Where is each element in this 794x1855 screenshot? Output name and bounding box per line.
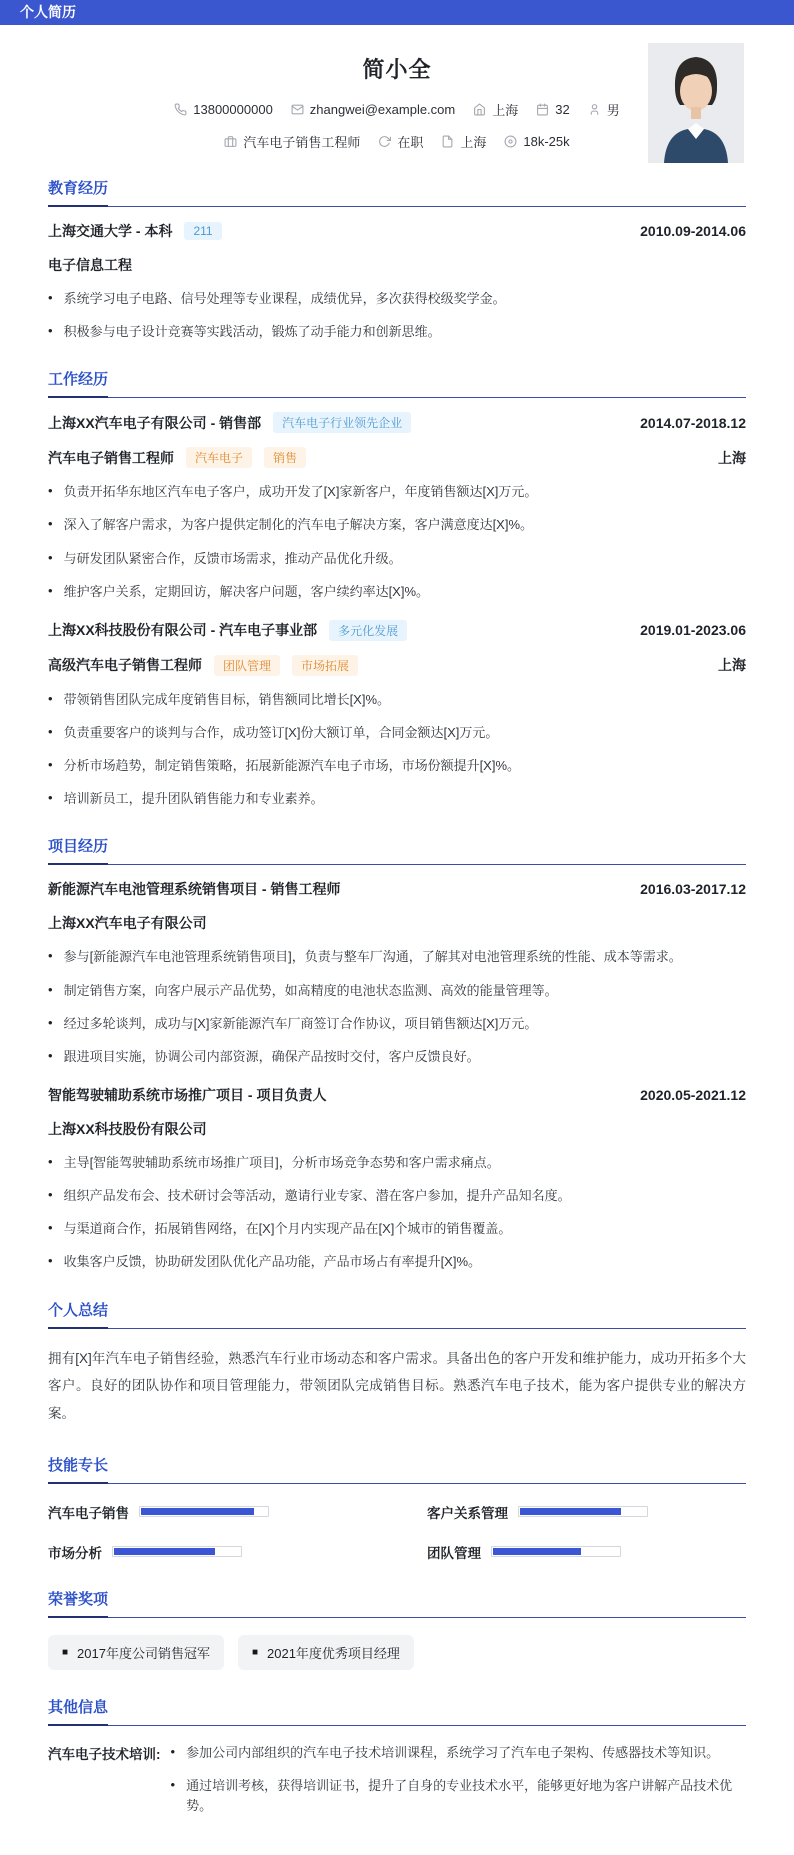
- position-name: 汽车电子销售工程师: [48, 449, 174, 466]
- skill-bar-fill: [493, 1548, 581, 1555]
- age-icon: [536, 103, 549, 116]
- section-skills: [48, 1454, 746, 1562]
- education-bullet: • 积极参与电子设计竞赛等实践活动，锻炼了动手能力和创新思维。: [48, 322, 746, 342]
- other-info-row: [48, 1742, 746, 1829]
- resume-page: [0, 25, 794, 1855]
- age-item: [536, 102, 569, 117]
- bullet-dot: •: [48, 1014, 53, 1030]
- project-bullet: • 制定销售方案，向客户展示产品优势，如高精度的电池状态监测、高效的能量管理等。: [48, 981, 746, 1001]
- job-status-value: 在职: [397, 135, 424, 150]
- section-honors-title: 荣誉奖项: [48, 1588, 108, 1618]
- bullet-dot: •: [48, 948, 53, 964]
- honor-text: 2017年度公司销售冠军: [77, 1645, 210, 1661]
- other-info-bullets: [171, 1742, 747, 1829]
- skill-name: 客户关系管理: [427, 1505, 508, 1521]
- salary-value: 18k-25k: [523, 134, 570, 149]
- summary-text: 拥有[X]年汽车电子销售经验，熟悉汽车行业市场动态和客户需求。具备出色的客户开发和维护能力，成功开拓多个大客户。良好的团队协作和项目管理能力，带领团队完成销售目标。熟悉汽车电子技术，能为客户提供专业的解决方案。: [48, 1350, 746, 1421]
- section-projects-header: [48, 835, 746, 865]
- education-date: 2010.09-2014.06: [640, 223, 746, 239]
- section-other: [48, 1696, 746, 1829]
- project-bullet: • 跟进项目实施，协调公司内部资源，确保产品按时交付，客户反馈良好。: [48, 1047, 746, 1067]
- project-company: 上海XX汽车电子有限公司: [48, 915, 207, 932]
- project-date: 2016.03-2017.12: [640, 881, 746, 898]
- candidate-name: 简小全: [362, 57, 432, 82]
- major-name: 电子信息工程: [48, 257, 132, 273]
- work-bullet: • 负责重要客户的谈判与合作，成功签订[X]份大额订单，合同金额达[X]万元。: [48, 723, 746, 743]
- job-title-item: [224, 132, 360, 151]
- skill-bar-fill: [520, 1508, 621, 1515]
- section-education-header: [48, 177, 746, 207]
- job-title-value: 汽车电子销售工程师: [243, 135, 361, 150]
- project-company: 上海XX科技股份有限公司: [48, 1120, 207, 1137]
- company-tag: 多元化发展: [329, 620, 407, 641]
- project-entry-row: [48, 1119, 746, 1139]
- gender-value: 男: [606, 103, 620, 118]
- email-icon: [291, 103, 304, 116]
- phone-value: 13800000000: [193, 102, 273, 117]
- bullet-dot: •: [48, 723, 53, 739]
- project-bullet: • 经过多轮谈判，成功与[X]家新能源汽车厂商签订合作协议，项目销售额达[X]万元。: [48, 1014, 746, 1034]
- section-education: [48, 177, 746, 342]
- bullet-dot: •: [48, 790, 53, 806]
- project-name: 智能驾驶辅助系统市场推广项目 - 项目负责人: [48, 1086, 327, 1103]
- bullet-dot: •: [48, 549, 53, 565]
- portrait-image: [648, 43, 744, 163]
- section-other-header: [48, 1696, 746, 1726]
- section-summary-title: 个人总结: [48, 1299, 108, 1329]
- bullet-dot: •: [48, 690, 53, 706]
- skill-item: [427, 1542, 746, 1562]
- work-bullet: • 带领销售团队完成年度销售目标，销售额同比增长[X]%。: [48, 690, 746, 710]
- bullet-dot: •: [48, 516, 53, 532]
- work-city-item: [441, 132, 486, 151]
- square-bullet-icon: ■: [251, 1646, 259, 1658]
- gender-item: [588, 100, 620, 119]
- work-bullet: • 维护客户关系，定期回访，解决客户问题，客户续约率达[X]%。: [48, 582, 746, 602]
- project-entry-row: [48, 913, 746, 933]
- section-work-header: [48, 368, 746, 398]
- skill-bar: [491, 1546, 621, 1557]
- skill-name: 市场分析: [48, 1545, 102, 1561]
- job-status-item: [378, 132, 423, 151]
- location-item: [473, 100, 518, 119]
- other-bullet: • 参加公司内部组织的汽车电子技术培训课程，系统学习了汽车电子架构、传感器技术等知识。: [171, 1743, 747, 1763]
- email-value: zhangwei@example.com: [309, 102, 456, 117]
- project-bullet: • 组织产品发布会、技术研讨会等活动，邀请行业专家、潜在客户参加，提升产品知名度。: [48, 1186, 746, 1206]
- school-name: 上海交通大学 - 本科: [48, 223, 173, 239]
- location-value: 上海: [492, 103, 519, 118]
- document-icon: [441, 135, 454, 148]
- bullet-dot: •: [48, 1220, 53, 1236]
- work-entry-row: [48, 447, 746, 468]
- page-title: 个人简历: [20, 4, 76, 20]
- project-entry-row: [48, 1085, 746, 1105]
- position-tag: 团队管理: [214, 655, 280, 676]
- honor-text: 2021年度优秀项目经理: [267, 1645, 400, 1661]
- work-bullet: • 与研发团队紧密合作，反馈市场需求，推动产品优化升级。: [48, 549, 746, 569]
- project-entry-2: [48, 1085, 746, 1273]
- bullet-dot: •: [48, 582, 53, 598]
- skill-bar: [139, 1506, 269, 1517]
- bullet-dot: •: [48, 1153, 53, 1169]
- bullet-dot: •: [48, 323, 53, 339]
- phone-icon: [174, 103, 187, 116]
- work-date: 2019.01-2023.06: [640, 622, 746, 639]
- section-work-title: 工作经历: [48, 368, 108, 398]
- position-tag: 市场拓展: [292, 655, 358, 676]
- school-badge: 211: [184, 222, 221, 240]
- bullet-dot: •: [48, 290, 53, 305]
- skill-bar-fill: [141, 1508, 254, 1515]
- skill-item: [48, 1542, 367, 1562]
- project-bullet: • 与渠道商合作，拓展销售网络，在[X]个月内实现产品在[X]个城市的销售覆盖。: [48, 1219, 746, 1239]
- salary-item: [504, 134, 569, 149]
- section-education-title: 教育经历: [48, 177, 108, 207]
- work-entry-row: [48, 412, 746, 433]
- home-icon: [473, 103, 486, 116]
- work-date: 2014.07-2018.12: [640, 414, 746, 431]
- position-tag: 汽车电子: [186, 447, 252, 468]
- education-entry-row-1: [48, 221, 746, 241]
- work-entry-row: [48, 620, 746, 641]
- project-name: 新能源汽车电池管理系统销售项目 - 销售工程师: [48, 881, 341, 898]
- work-entry-1: [48, 412, 746, 602]
- bullet-dot: •: [170, 1776, 176, 1792]
- skill-name: 团队管理: [427, 1545, 481, 1561]
- section-projects: [48, 835, 746, 1272]
- bullet-dot: •: [48, 483, 53, 499]
- work-bullet: • 深入了解客户需求，为客户提供定制化的汽车电子解决方案，客户满意度达[X]%。: [48, 515, 746, 535]
- section-skills-title: 技能专长: [48, 1454, 108, 1484]
- education-bullet: • 系统学习电子电路、信号处理等专业课程，成绩优异，多次获得校级奖学金。: [48, 289, 746, 309]
- bullet-dot: •: [48, 757, 53, 773]
- company-name: 上海XX科技股份有限公司 - 汽车电子事业部: [48, 622, 318, 639]
- bullet-dot: •: [48, 1253, 53, 1269]
- email-item: [291, 102, 455, 117]
- skill-item: [48, 1502, 367, 1522]
- work-bullet: • 分析市场趋势，制定销售策略，拓展新能源汽车电子市场，市场份额提升[X]%。: [48, 756, 746, 776]
- skill-bar: [518, 1506, 648, 1517]
- phone-item: [174, 102, 273, 117]
- top-app-bar: [0, 0, 794, 25]
- work-location: 上海: [718, 449, 746, 466]
- project-bullet: • 主导[智能驾驶辅助系统市场推广项目]，分析市场竞争态势和客户需求痛点。: [48, 1153, 746, 1173]
- bullet-dot: •: [170, 1743, 176, 1759]
- work-city-value: 上海: [460, 135, 487, 150]
- section-other-title: 其他信息: [48, 1696, 108, 1726]
- work-entry-2: [48, 620, 746, 810]
- section-summary-header: [48, 1299, 746, 1329]
- briefcase-icon: [224, 135, 237, 148]
- section-work: [48, 368, 746, 809]
- bullet-dot: •: [48, 1047, 53, 1063]
- section-skills-header: [48, 1454, 746, 1484]
- project-entry-row: [48, 879, 746, 899]
- skill-item: [427, 1502, 746, 1522]
- salary-icon: [504, 135, 517, 148]
- status-icon: [378, 135, 391, 148]
- position-name: 高级汽车电子销售工程师: [48, 657, 202, 674]
- other-bullet: • 通过培训考核，获得培训证书，提升了自身的专业技术水平，能够更好地为客户讲解产品技术优势。: [171, 1776, 747, 1816]
- work-bullet: • 培训新员工，提升团队销售能力和专业素养。: [48, 789, 746, 809]
- profile-photo: [648, 43, 744, 163]
- section-honors: [48, 1588, 746, 1670]
- age-value: 32: [555, 102, 570, 117]
- other-info-label: 汽车电子技术培训:: [48, 1746, 161, 1762]
- education-entry-row-2: [48, 255, 746, 275]
- honor-badge: [238, 1635, 414, 1670]
- project-date: 2020.05-2021.12: [640, 1086, 746, 1103]
- section-honors-header: [48, 1588, 746, 1618]
- company-name: 上海XX汽车电子有限公司 - 销售部: [48, 414, 262, 431]
- contact-row-1: [48, 100, 746, 119]
- square-bullet-icon: ■: [62, 1646, 69, 1658]
- project-entry-1: [48, 879, 746, 1067]
- contact-row-2: [48, 132, 746, 151]
- education-entry: [48, 221, 746, 342]
- work-location: 上海: [718, 657, 746, 674]
- work-bullet: • 负责开拓华东地区汽车电子客户，成功开发了[X]家新客户，年度销售额达[X]万元。: [48, 482, 746, 502]
- skills-grid: [48, 1502, 746, 1562]
- skill-bar: [112, 1546, 242, 1557]
- honors-list: [48, 1635, 746, 1670]
- resume-header: [48, 25, 746, 151]
- honor-badge: [48, 1635, 224, 1670]
- work-entry-row: [48, 655, 746, 676]
- section-summary: [48, 1299, 746, 1428]
- skill-name: 汽车电子销售: [48, 1505, 129, 1521]
- bullet-dot: •: [48, 981, 53, 997]
- gender-icon: [588, 103, 601, 116]
- position-tag: 销售: [264, 447, 306, 468]
- section-projects-title: 项目经历: [48, 835, 108, 865]
- bullet-dot: •: [48, 1187, 53, 1203]
- skill-bar-fill: [114, 1548, 215, 1555]
- project-bullet: • 收集客户反馈，协助研发团队优化产品功能，产品市场占有率提升[X]%。: [48, 1252, 746, 1272]
- company-tag: 汽车电子行业领先企业: [273, 412, 411, 433]
- project-bullet: • 参与[新能源汽车电池管理系统销售项目]，负责与整车厂沟通，了解其对电池管理系统的性能、成本等需求。: [48, 947, 746, 967]
